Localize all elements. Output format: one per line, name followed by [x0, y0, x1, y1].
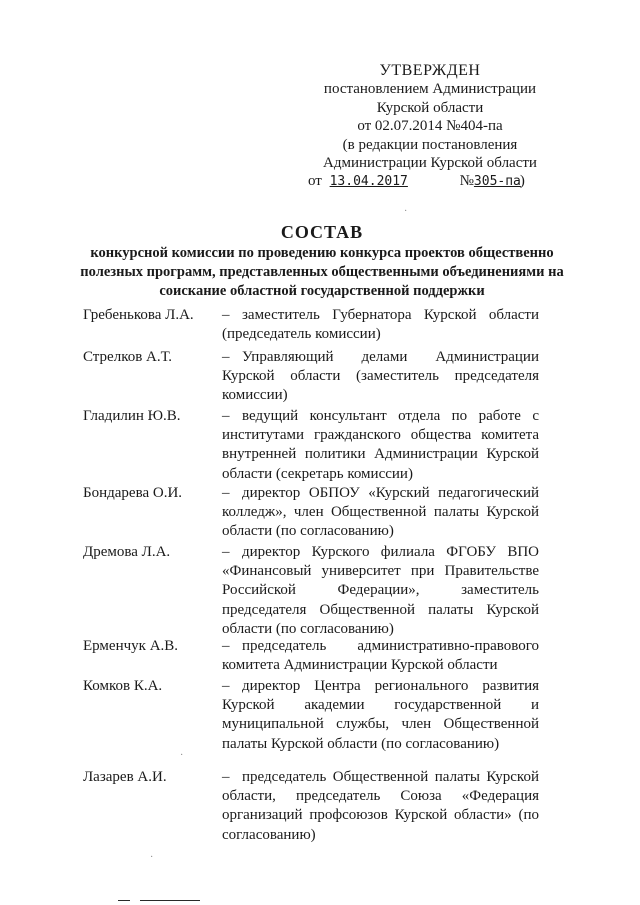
approval-line-5: Администрации Курской области	[323, 155, 537, 172]
date-prefix: от	[308, 173, 322, 190]
approval-number-value: 305-па	[473, 174, 521, 190]
footer-rule	[140, 900, 200, 901]
member-role: Управляющий делами Администрации Курской области (заместитель председателя комиссии)	[222, 349, 539, 404]
approval-stamp-block	[300, 62, 560, 192]
member-dash: –	[222, 678, 230, 694]
approval-line-2: Курской области	[376, 99, 484, 116]
heading-title: СОСТАВ	[280, 222, 364, 242]
approval-date-value: 13.04.2017	[329, 174, 408, 190]
member-role: директор Курского филиала ФГОБУ ВПО «Финансовый университет при Правительстве Российской Федерации», заместитель председателя Общественной палаты Курской области (по согласованию)	[222, 544, 539, 637]
approval-title: УТВЕРЖДЕН	[379, 62, 481, 79]
heading-subtitle: конкурсной комиссии по проведению конкурса проектов общественно полезных программ, представленных общественными объединениями на соискание областной государственной поддержки	[80, 245, 564, 299]
member-role: ведущий консультант отдела по работе с институтами гражданского общества комитета внутренней политики Администрации Курской области (секретарь комиссии)	[222, 408, 539, 482]
member-name: Дремова Л.А.	[83, 544, 171, 560]
member-name: Стрелков А.Т.	[83, 349, 173, 365]
close-paren: )	[519, 173, 525, 190]
member-dash: –	[222, 769, 230, 785]
approval-line-3: от 02.07.2014 №404-па	[357, 118, 503, 135]
member-name: Ерменчук А.В.	[83, 638, 179, 654]
member-dash: –	[222, 544, 230, 560]
member-name: Лазарев А.И.	[83, 769, 167, 785]
member-name: Гребенькова Л.А.	[83, 307, 194, 323]
member-dash: –	[222, 485, 230, 501]
member-name: Гладилин Ю.В.	[83, 408, 181, 424]
scan-speck: ·	[404, 206, 408, 217]
approval-date-line	[300, 172, 560, 191]
scan-speck: ·	[180, 750, 184, 761]
member-dash: –	[222, 408, 230, 424]
scan-speck: ·	[150, 852, 154, 863]
approval-line-1: постановлением Администрации	[323, 81, 537, 98]
member-role: заместитель Губернатора Курской области (председатель комиссии)	[222, 307, 539, 343]
document-heading	[60, 222, 584, 301]
footer-dash	[118, 900, 130, 901]
member-name: Бондарева О.И.	[83, 485, 183, 501]
member-role: директор ОБПОУ «Курский педагогический колледж», член Общественной палаты Курской области (по согласованию)	[222, 485, 539, 540]
approval-line-4: (в редакции постановления	[342, 136, 518, 153]
member-role: председатель административно-правового комитета Администрации Курской области	[222, 638, 539, 674]
member-role: председатель Общественной палаты Курской области, председатель Союза «Федерация организаций профсоюзов Курской области» (по согласованию)	[222, 769, 539, 843]
member-dash: –	[222, 307, 230, 323]
member-dash: –	[222, 638, 230, 654]
member-dash: –	[222, 349, 230, 365]
number-prefix: №	[459, 173, 474, 190]
member-role: директор Центра регионального развития Курской академии государственной и муниципальной службы, член Общественной палаты Курской области (по согласованию)	[222, 678, 539, 752]
member-name: Комков К.А.	[83, 678, 163, 694]
